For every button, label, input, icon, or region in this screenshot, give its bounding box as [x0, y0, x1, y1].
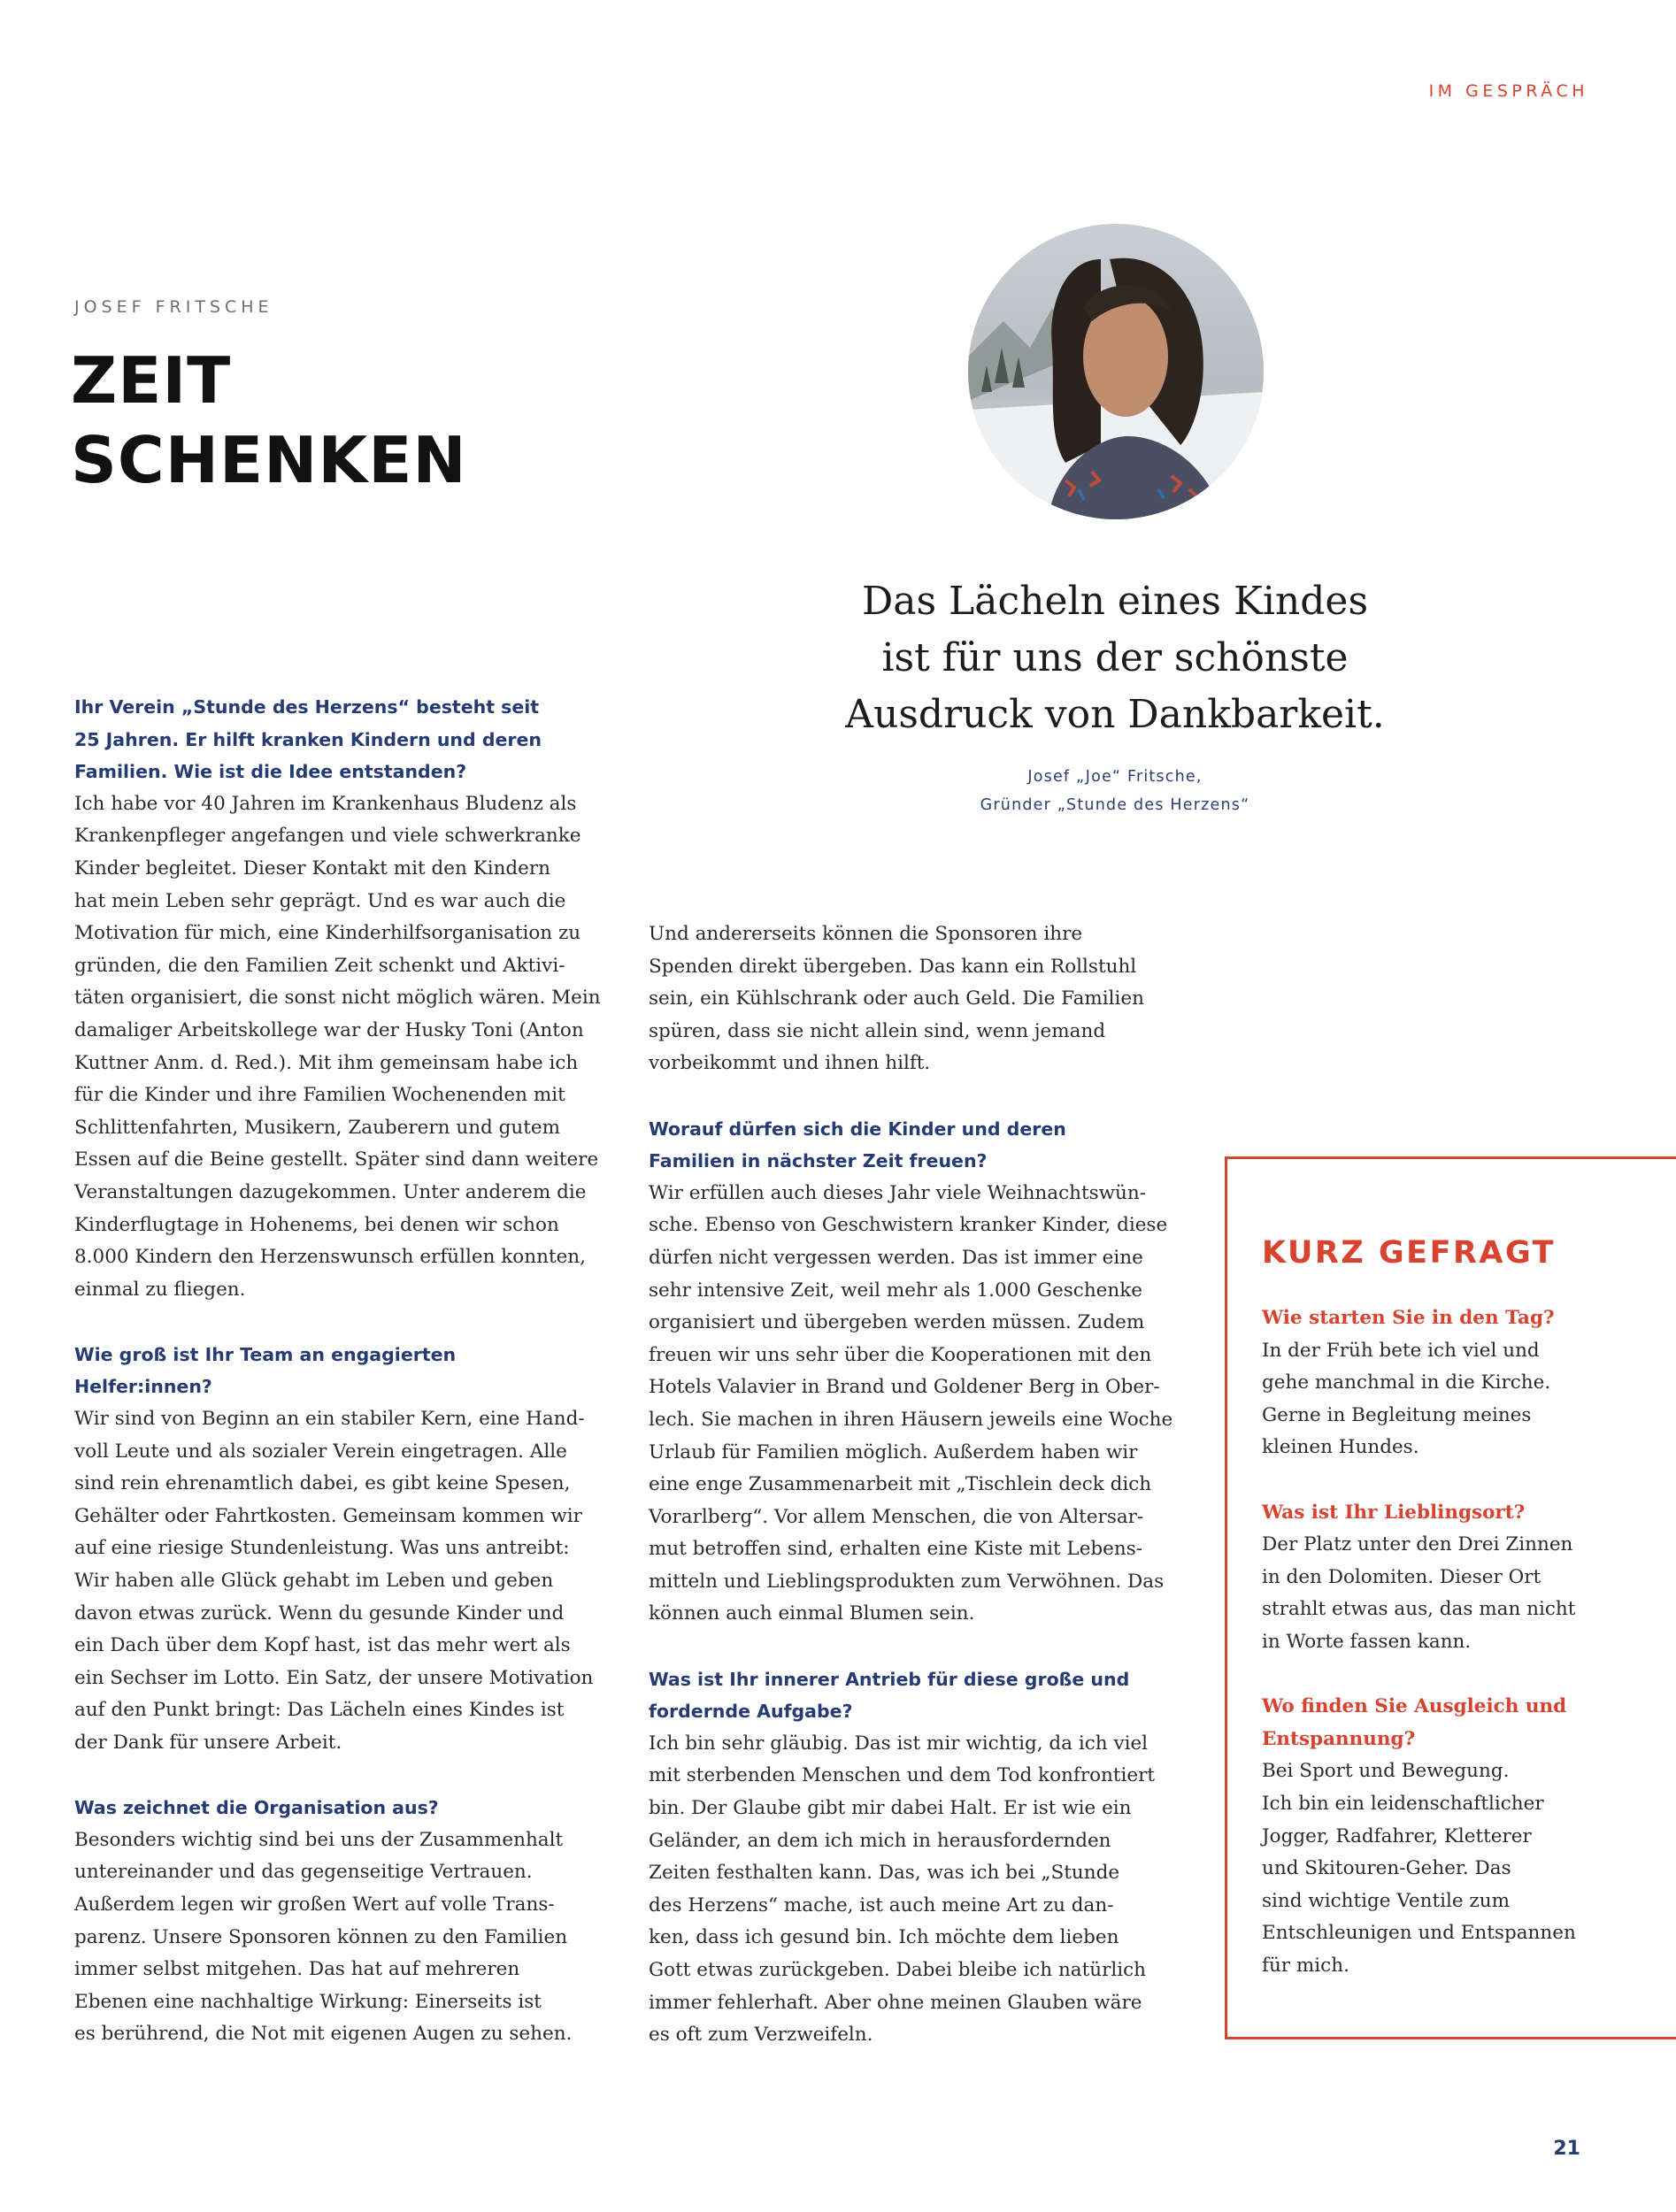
answer-line: Ich bin ein leidenschaftlicher [1262, 1792, 1544, 1815]
answer-line: sehr intensive Zeit, weil mehr als 1.000 Geschenke [649, 1279, 1142, 1302]
title-line: ZEIT [71, 343, 232, 418]
answer-line: Krankenpfleger angefangen und viele schwerkranke [74, 825, 581, 848]
answer-line: davon etwas zurück. Wenn du gesunde Kinder und [74, 1601, 565, 1624]
answer-line: Kuttner Anm. d. Red.). Mit ihm gemeinsam habe ich [74, 1051, 579, 1074]
answer-line: gründen, die den Familien Zeit schenkt und Aktivi- [74, 954, 565, 977]
answer-line: eine enge Zusammenarbeit mit „Tischlein deck dich [649, 1473, 1152, 1496]
pull-quote [708, 573, 1522, 821]
pull-quote-line: Das Lächeln eines Kindes [861, 579, 1369, 624]
answer-line: Gott etwas zurückgeben. Dabei bleibe ich natürlich [649, 1959, 1147, 1981]
paragraph-gap [1262, 1659, 1651, 1692]
answer-line: voll Leute und als sozialer Verein eingetragen. Alle [74, 1440, 567, 1463]
answer-line: auf den Punkt bringt: Das Lächeln eines Kindes ist [74, 1699, 565, 1722]
answer-line: damaliger Arbeitskollege war der Husky Toni (Anton [74, 1018, 584, 1041]
answer-line: Motivation für mich, eine Kinderhilfsorganisation zu [74, 922, 581, 945]
answer-line: Gehälter oder Fahrtkosten. Gemeinsam kommen wir [74, 1504, 582, 1527]
answer-line: Entschleunigen und Entspannen [1262, 1922, 1576, 1945]
answer-line: Ebenen eine nachhaltige Wirkung: Einerseits ist [74, 1990, 542, 2013]
answer-line: immer selbst mitgehen. Das hat auf mehreren [74, 1958, 520, 1981]
answer-line: es berührend, die Not mit eigenen Augen zu sehen. [74, 2023, 573, 2046]
answer-line: sein, ein Kühlschrank oder auch Geld. Die Familien [649, 987, 1144, 1010]
answer-line: in den Dolomiten. Dieser Ort [1262, 1565, 1541, 1588]
answer-line: mit sterbenden Menschen und dem Tod konfrontiert [649, 1764, 1156, 1787]
answer-line: Wir sind von Beginn an ein stabiler Kern, eine Hand- [74, 1408, 585, 1431]
question-line: fordernde Aufgabe? [649, 1701, 853, 1723]
page-number: 21 [1553, 2138, 1580, 2160]
pull-quote-line: ist für uns der schönste [881, 635, 1349, 680]
answer-line: sind wichtige Ventile zum [1262, 1889, 1510, 1912]
question-line: Wo finden Sie Ausgleich und [1262, 1695, 1567, 1718]
paragraph-gap [649, 1080, 1197, 1113]
portrait-image [968, 224, 1264, 519]
answer-line: Spenden direkt übergeben. Das kann ein Rollstuhl [649, 955, 1137, 978]
question-line: Was ist Ihr innerer Antrieb für diese große und [649, 1668, 1130, 1690]
answer-line: vorbeikommt und ihnen hilft. [649, 1052, 931, 1075]
answer-line: Bei Sport und Bewegung. [1262, 1760, 1510, 1783]
paragraph-gap [74, 1306, 623, 1339]
answer-line: Und andererseits können die Sponsoren ihre [649, 923, 1083, 945]
question-line: Was ist Ihr Lieblingsort? [1262, 1501, 1526, 1524]
answer-line: gehe manchmal in die Kirche. [1262, 1371, 1551, 1394]
article-column-1 [74, 691, 623, 2051]
answer-line: bin. Der Glaube gibt mir dabei Halt. Er ist wie ein [649, 1797, 1132, 1820]
answer-line: Außerdem legen wir großen Wert auf volle Trans- [74, 1893, 555, 1916]
answer-line: hat mein Leben sehr geprägt. Und es war auch die [74, 889, 566, 912]
answer-line: ein Sechser im Lotto. Ein Satz, der unsere Motivation [74, 1666, 594, 1689]
answer-line: Wir erfüllen auch dieses Jahr viele Weihnachtswün- [649, 1181, 1147, 1204]
answer-line: organisiert und übergeben werden müssen. Zudem [649, 1311, 1145, 1334]
paragraph-gap [649, 1631, 1197, 1663]
paragraph-gap [74, 1760, 623, 1793]
answer-line: sind rein ehrenamtlich dabei, es gibt keine Spesen, [74, 1472, 571, 1495]
answer-line: dürfen nicht vergessen werden. Das ist immer eine [649, 1246, 1143, 1269]
answer-line: der Dank für unsere Arbeit. [74, 1732, 342, 1754]
answer-line: Wir haben alle Glück gehabt im Leben und geben [74, 1570, 554, 1593]
answer-line: spüren, dass sie nicht allein sind, wenn jemand [649, 1019, 1106, 1042]
answer-line: 8.000 Kindern den Herzenswunsch erfüllen konnten, [74, 1246, 586, 1269]
answer-line: untereinander und das gegenseitige Vertrauen. [74, 1861, 533, 1884]
answer-line: Geländer, an dem ich mich in herausfordernden [649, 1829, 1111, 1852]
article-title [71, 341, 467, 500]
answer-line: täten organisiert, die sonst nicht möglich wären. Mein [74, 987, 601, 1010]
answer-line: auf eine riesige Stundenleistung. Was uns antreibt: [74, 1537, 570, 1560]
answer-line: mut betroffen sind, erhalten eine Kiste mit Lebens- [649, 1538, 1143, 1561]
answer-line: Urlaub für Familien möglich. Außerdem haben wir [649, 1440, 1138, 1463]
attribution-line: Gründer „Stunde des Herzens“ [980, 796, 1250, 814]
answer-line: für die Kinder und ihre Familien Wochenenden mit [74, 1084, 565, 1107]
answer-line: in Worte fassen kann. [1262, 1630, 1472, 1653]
answer-line: Veranstaltungen dazugekommen. Unter anderem die [74, 1180, 587, 1203]
answer-line: Essen auf die Beine gestellt. Später sind dann weitere [74, 1148, 599, 1171]
answer-line: Kinder begleitet. Dieser Kontakt mit den Kindern [74, 856, 551, 879]
answer-line: des Herzens“ mache, ist auch meine Art zu dan- [649, 1893, 1114, 1916]
answer-line: kleinen Hundes. [1262, 1436, 1419, 1459]
answer-line: lech. Sie machen in ihren Häusern jeweils eine Woche [649, 1408, 1173, 1431]
answer-line: Vorarlberg“. Vor allem Menschen, die von Altersar- [649, 1505, 1144, 1528]
answer-line: Ich habe vor 40 Jahren im Krankenhaus Bludenz als [74, 792, 577, 815]
sidebar-box [1225, 1156, 1676, 2039]
answer-line: Besonders wichtig sind bei uns der Zusammenhalt [74, 1828, 564, 1851]
article-kicker: JOSEF FRITSCHE [74, 297, 273, 317]
answer-line: einmal zu fliegen. [74, 1278, 246, 1301]
answer-line: und Skitouren-Geher. Das [1262, 1857, 1511, 1880]
question-line: Wie starten Sie in den Tag? [1262, 1307, 1555, 1329]
paragraph-gap [1262, 1464, 1651, 1497]
question-line: Was zeichnet die Organisation aus? [74, 1797, 439, 1819]
answer-line: Jogger, Radfahrer, Kletterer [1262, 1824, 1532, 1847]
question-line: Helfer:innen? [74, 1376, 212, 1398]
answer-line: Der Platz unter den Drei Zinnen [1262, 1533, 1573, 1556]
question-line: Wie groß ist Ihr Team an engagierten [74, 1343, 457, 1365]
question-line: Worauf dürfen sich die Kinder und deren [649, 1118, 1066, 1140]
question-line: 25 Jahren. Er hilft kranken Kindern und deren [74, 728, 542, 750]
answer-line: strahlt etwas aus, das man nicht [1262, 1598, 1576, 1621]
question-line: Ihr Verein „Stunde des Herzens“ besteht seit [74, 696, 540, 718]
answer-line: In der Früh bete ich viel und [1262, 1339, 1540, 1362]
question-line: Familien. Wie ist die Idee entstanden? [74, 761, 467, 783]
sidebar-body [1262, 1302, 1651, 1982]
answer-line: Schlittenfahrten, Musikern, Zauberern und gutem [74, 1116, 561, 1139]
section-label: IM GESPRÄCH [1428, 81, 1588, 101]
sidebar-title: KURZ GEFRAGT [1262, 1235, 1557, 1271]
answer-line: es oft zum Verzweifeln. [649, 2024, 873, 2047]
answer-line: Gerne in Begleitung meines [1262, 1403, 1532, 1426]
answer-line: ein Dach über dem Kopf hast, ist das mehr wert als [74, 1634, 571, 1657]
pull-quote-line: Ausdruck von Dankbarkeit. [845, 692, 1385, 737]
title-line: SCHENKEN [71, 423, 467, 497]
answer-line: Ich bin sehr gläubig. Das ist mir wichtig, da ich viel [649, 1732, 1149, 1755]
answer-line: ken, dass ich gesund bin. Ich möchte dem lieben [649, 1926, 1119, 1949]
question-line: Entspannung? [1262, 1727, 1416, 1750]
pull-quote-attribution [708, 763, 1522, 819]
attribution-line: Josef „Joe“ Fritsche, [1027, 768, 1203, 786]
answer-line: können auch einmal Blumen sein. [649, 1602, 975, 1625]
portrait-photo [968, 224, 1264, 519]
answer-line: Zeiten festhalten kann. Das, was ich bei „Stunde [649, 1862, 1120, 1885]
article-column-2 [649, 918, 1197, 2052]
answer-line: Hotels Valavier in Brand und Goldener Berg in Ober- [649, 1376, 1160, 1399]
answer-line: parenz. Unsere Sponsoren können zu den Familien [74, 1925, 568, 1948]
answer-line: für mich. [1262, 1954, 1349, 1977]
answer-line: freuen wir uns sehr über die Kooperationen mit den [649, 1343, 1152, 1366]
answer-line: Kinderflugtage in Hohenems, bei denen wir schon [74, 1213, 559, 1236]
pull-quote-text [708, 573, 1522, 743]
question-line: Familien in nächster Zeit freuen? [649, 1150, 988, 1172]
answer-line: mitteln und Lieblingsprodukten zum Verwöhnen. Das [649, 1570, 1165, 1593]
answer-line: immer fehlerhaft. Aber ohne meinen Glauben wäre [649, 1991, 1142, 2014]
answer-line: sche. Ebenso von Geschwistern kranker Kinder, diese [649, 1214, 1168, 1237]
